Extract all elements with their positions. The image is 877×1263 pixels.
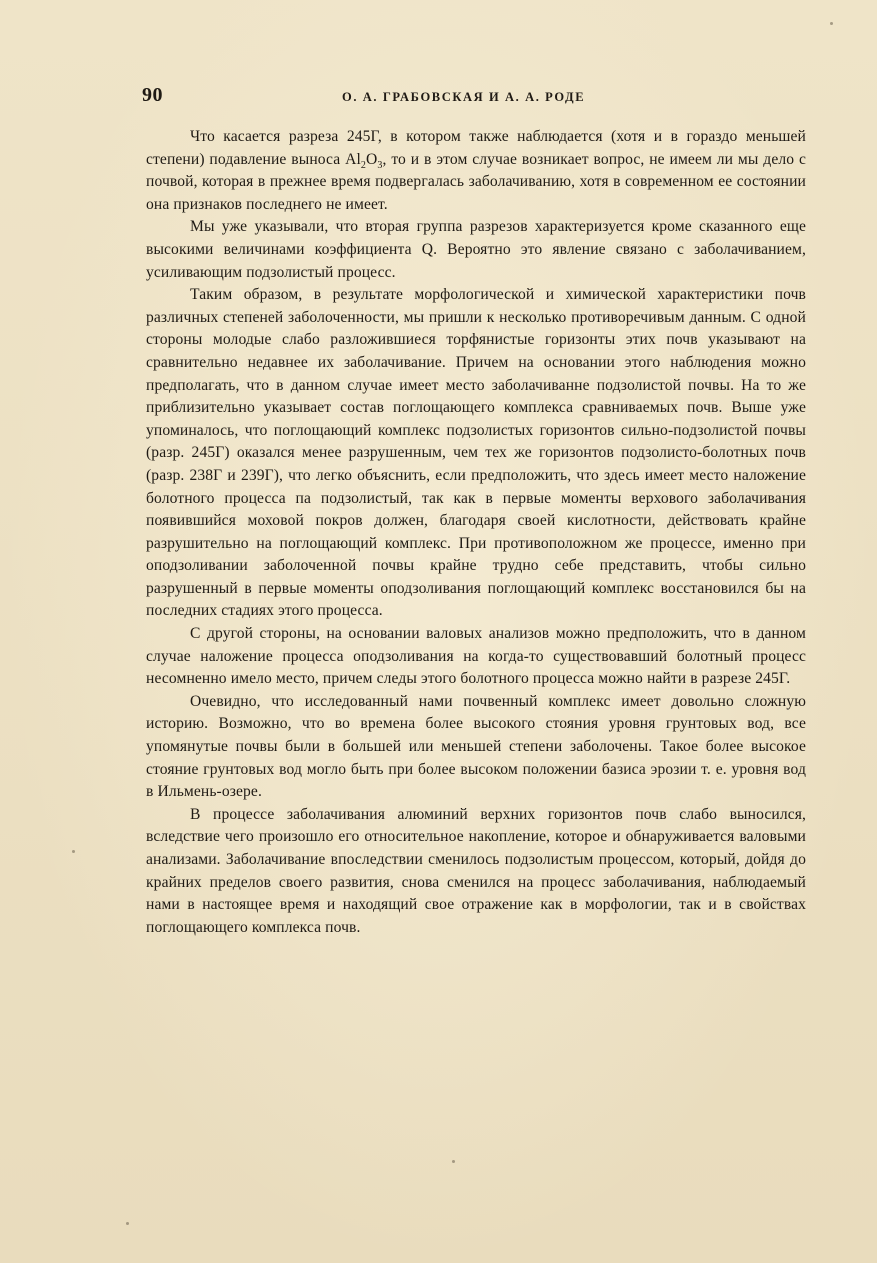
paragraph-2: Мы уже указывали, что вторая группа разрезов характеризуется кроме сказанного еще высокими величинами коэффициента Q. Вероятно это явление связано с заболачиванием, усиливающим подзолистый процесс. [146,218,806,281]
paragraph-4: С другой стороны, на основании валовых анализов можно предположить, что в данном случае наложение процесса оподзоливания на когда-то существовавший болотный процесс несомненно имело место, причем следы этого болотного процесса можно найти в разрезе 245Г. [146,625,806,688]
paper-speck [830,22,833,25]
paper-speck [452,1160,455,1163]
paragraph-6: В процессе заболачивания алюминий верхних горизонтов почв слабо выносился, вследствие чего произошло его относительное накопление, которое и обнаруживается валовыми анализами. Заболачивание впоследствии сменилось подзолистым процессом, который, дойдя до крайних пределов своего развития, снова сменился на процесс заболачивания, наблюдаемый нами в настоящее время и находящий свое отражение как в морфологии, так и в свойствах поглощающего комплекса почв. [146,805,806,936]
subscript-3: 3 [377,159,383,171]
page-header [142,84,802,114]
paper-speck [126,1222,129,1225]
paragraph-3: Таким образом, в результате морфологической и химической характеристики почв различных степеней заболоченности, мы пришли к несколько противоречивым данным. С одной стороны молодые слабо разложившиеся торфянистые горизонты этих почв указывают на сравнительно недавнее их заболачивание. Причем на основании этого наблюдения можно предполагать, что в данном случае имеет место заболачиванне подзолистой почвы. На то же приблизительно указывает состав поглощающего комплекса сравниваемых почв. Выше уже упоминалось, что поглощающий комплекс подзолистых горизонтов сильно-подзолистой почвы (разр. 245Г) оказался менее разрушенным, чем тех же горизонтов подзолисто-болотных почв (разр. 238Г и 239Г), что легко объяснить, если предположить, что здесь имеет место наложение болотного процесса па подзолистый, так как в первые моменты верхового заболачивания появившийся моховой покров должен, благодаря своей кислотности, действовать крайне разрушительно на поглощающий комплекс. При противоположном же процессе, именно при оподзоливании заболоченной почвы крайне трудно себе представить, чтобы сильно разрушенный в первые моменты оподзоливания поглощающий комплекс восстановился бы на последних стадиях этого процесса. [146,286,806,620]
paragraph-1-part-b: O [366,150,378,168]
paragraph-1-part-c: , то и в этом случае возникает вопрос, не имеем ли мы дело с почвой, которая в прежнее время подвергалась заболачиванию, хотя в современном ее состоянии она признаков последнего не имеет. [146,150,806,213]
paragraph-1 [146,126,806,216]
body-text [146,126,806,939]
subscript-2: 2 [360,159,367,171]
page-number: 90 [142,84,163,106]
paragraph-5: Очевидно, что исследованный нами почвенный комплекс имеет довольно сложную историю. Возможно, что во времена более высокого стояния уровня грунтовых вод, все упомянутые почвы были в большей или меньшей степени заболочены. Такое более высокое стояние грунтовых вод могло быть при более высоком положении базиса эрозии т. е. уровня вод в Ильмень-озере. [146,692,806,801]
paragraph-1-part-a: Что касается разреза 245Г, в котором также наблюдается (хотя и в гораздо меньшей степени) подавление выноса Al [146,128,806,168]
running-head: О. А. ГРАБОВСКАЯ И А. А. РОДЕ [342,90,586,104]
paper-speck [72,850,75,853]
